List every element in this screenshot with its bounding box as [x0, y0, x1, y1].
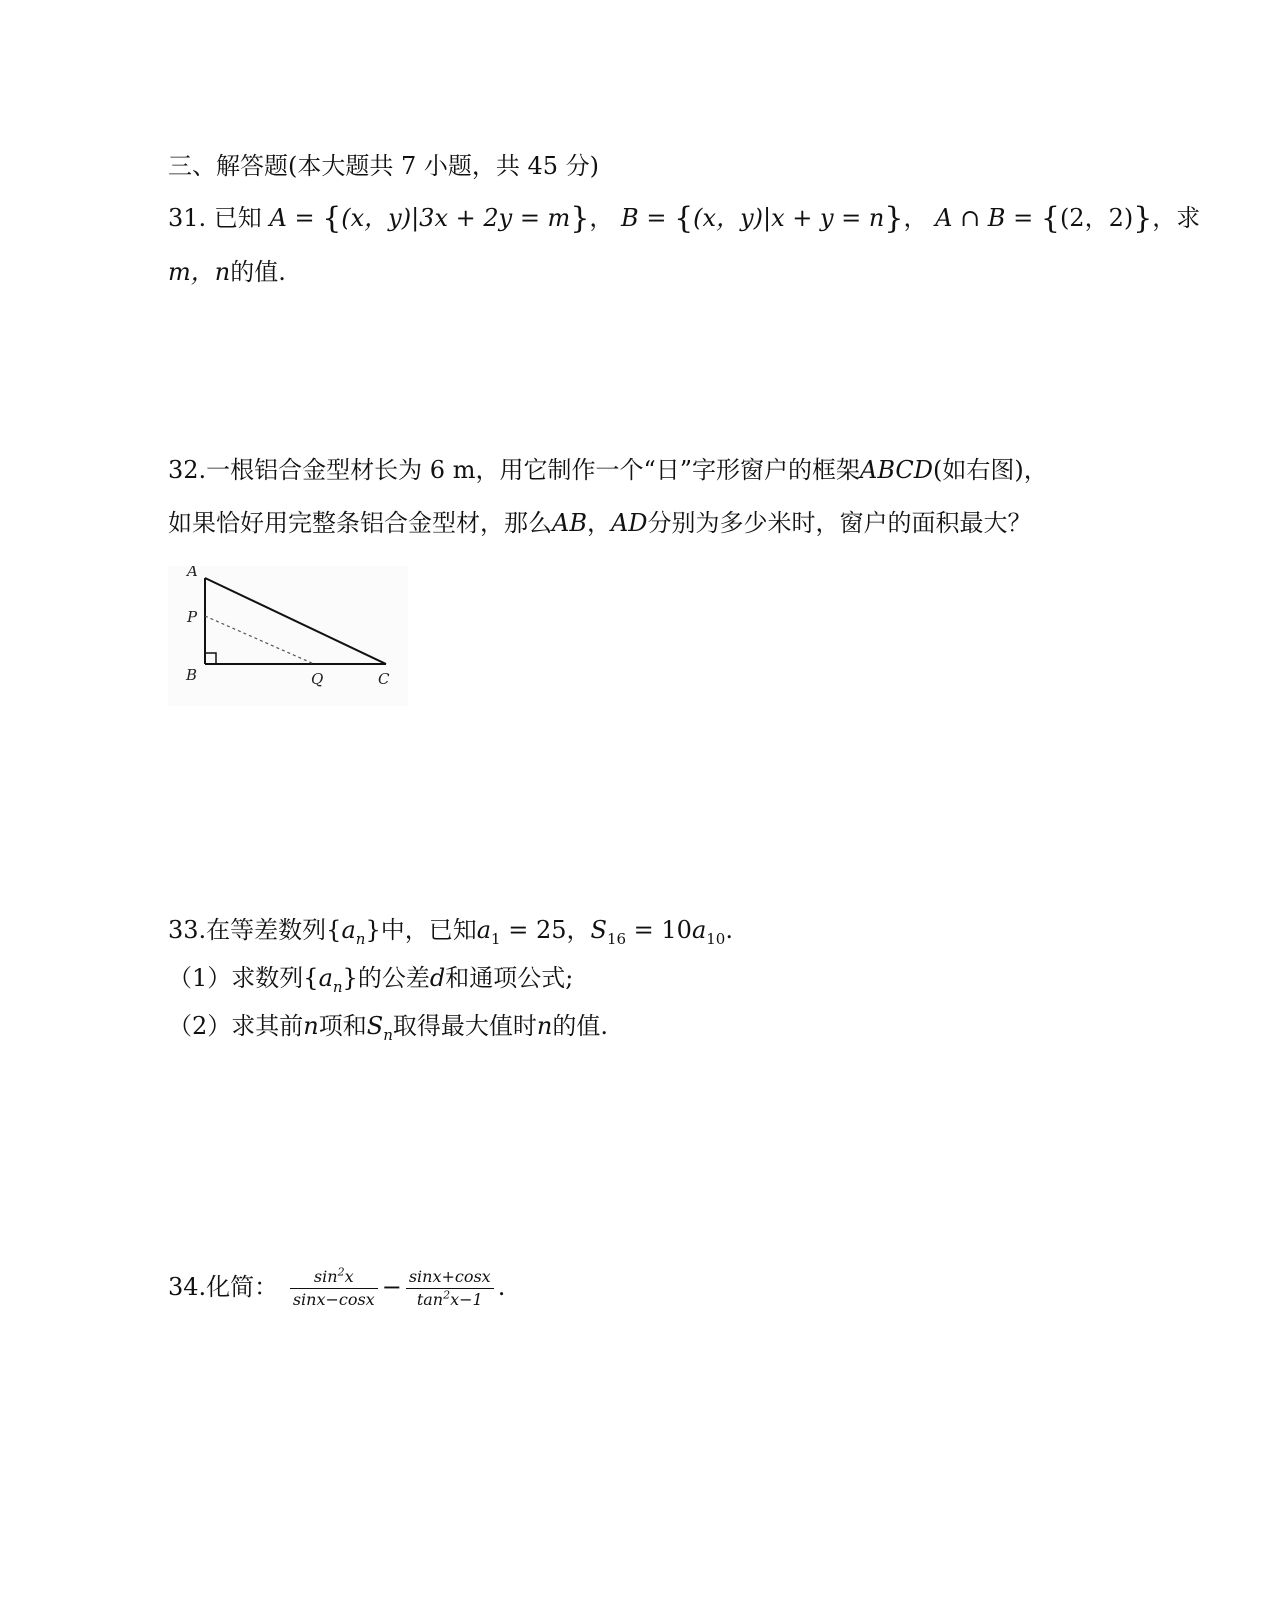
sum-s16-sub: 16	[606, 929, 627, 948]
question-32-text-2: 如果恰好用完整条铝合金型材，那么	[168, 509, 552, 537]
part-2-text-b: 项和	[318, 1012, 367, 1040]
part-1-sequence-sub: n	[332, 977, 343, 996]
period: .	[725, 916, 733, 944]
term-a1-sub: 1	[491, 929, 501, 948]
triangle-figure	[168, 566, 408, 706]
part-2-label: （2）	[168, 1012, 232, 1040]
part-1-sequence: a	[318, 964, 333, 992]
fraction-2-numerator: sinx+cosx	[406, 1267, 494, 1289]
question-33-number: 33.	[168, 916, 207, 944]
question-34-line	[168, 1262, 505, 1312]
label-q: Q	[311, 670, 324, 688]
part-2-text-a: 求其前	[231, 1012, 304, 1040]
part-2-s: S	[366, 1012, 384, 1040]
part-2-text-c: 取得最大值时	[392, 1012, 537, 1040]
question-31-tail: 的值.	[230, 258, 286, 286]
minus-sign: −	[381, 1273, 402, 1301]
question-33-part-2	[168, 1010, 608, 1042]
question-33-stem-b: 中，已知	[380, 916, 477, 944]
question-33-part-1: （1）求数列$\{a_n\}$的公差d和通项公式;	[168, 964, 574, 996]
comma: ，	[566, 916, 591, 944]
term-a10-sub: 10	[706, 929, 726, 948]
term-a1: a	[476, 916, 492, 944]
set-b-body: (x，y)|x + y = n	[693, 204, 885, 232]
question-31-vars: m，n	[168, 258, 231, 286]
fraction-1	[290, 1267, 378, 1310]
question-33-stem-a: 在等差数列	[206, 916, 327, 944]
fraction-2	[406, 1267, 494, 1310]
question-32-line-2	[168, 507, 1032, 539]
question-32-math-ad: AD	[610, 509, 648, 537]
question-31-ask: 求	[1176, 204, 1201, 232]
question-32-line-1	[168, 454, 1048, 486]
part-2-n2: n	[536, 1012, 553, 1040]
question-32-sep: ，	[586, 509, 611, 537]
fraction-2-denominator: $\tan^2x-1$	[416, 1288, 483, 1309]
part-1-d: d	[429, 964, 446, 992]
fraction-1-denominator: sinx−cosx	[292, 1290, 375, 1309]
part-1-text-b: 的公差	[357, 964, 430, 992]
label-p: P	[187, 608, 198, 626]
label-c: C	[378, 670, 390, 688]
question-32-math-ab: AB	[552, 509, 587, 537]
set-a-name: A	[269, 204, 287, 232]
part-2-n: n	[303, 1012, 319, 1040]
question-32-tail-1: (如右图)，	[933, 456, 1048, 484]
question-34-end: .	[497, 1273, 506, 1301]
question-32-math-abcd: ABCD	[860, 456, 934, 484]
question-31-number: 31.	[168, 204, 207, 232]
question-31-line-2	[168, 256, 286, 288]
sum-s16-eq: = 10	[626, 916, 692, 944]
fraction-1-numerator: $\sin^2x$	[290, 1267, 378, 1289]
term-a10: a	[691, 916, 707, 944]
part-1-text-a: 求数列	[231, 964, 304, 992]
question-32-text-1: 一根铝合金型材长为 6 m，用它制作一个“日”字形窗户的框架	[206, 456, 860, 484]
part-2-text-d: 的值.	[552, 1012, 608, 1040]
question-32-tail-2: 分别为多少米时，窗户的面积最大？	[647, 509, 1032, 537]
intersection-body: (2，2)	[1059, 204, 1134, 232]
label-a: A	[187, 566, 198, 580]
part-1-text-c: 和通项公式;	[445, 964, 574, 992]
set-b-name: B	[621, 204, 639, 232]
set-a-body: (x，y)|3x + 2y = m	[341, 204, 571, 232]
part-1-label: （1）	[168, 964, 232, 992]
question-32-number: 32.	[168, 456, 207, 484]
term-a1-value: = 25	[500, 916, 567, 944]
question-34-stem: 化简：	[206, 1273, 279, 1301]
question-33-line-1: 33.在等差数列$\{a_n\}$中，已知$a_1 = 25$，$S_{16} = 10a_{10}$.	[168, 916, 733, 948]
sequence-a: a	[341, 916, 356, 944]
sum-s16: S	[590, 916, 607, 944]
part-2-s-sub: n	[383, 1025, 393, 1044]
question-31-line-1: 31. 已知 A = {(x，y)|3x + 2y = m}， B = {(x，y)|x + y = n}， A ∩ B = {(2，2)}，求	[168, 201, 1201, 236]
sequence-sub: n	[355, 929, 366, 948]
question-34-number: 34.	[168, 1273, 207, 1301]
question-31-stem: 已知	[213, 204, 262, 232]
label-b: B	[186, 666, 198, 684]
section-heading: 三、解答题(本大题共 7 小题，共 45 分)	[168, 152, 600, 180]
intersection-expr: A ∩ B	[935, 204, 1006, 232]
